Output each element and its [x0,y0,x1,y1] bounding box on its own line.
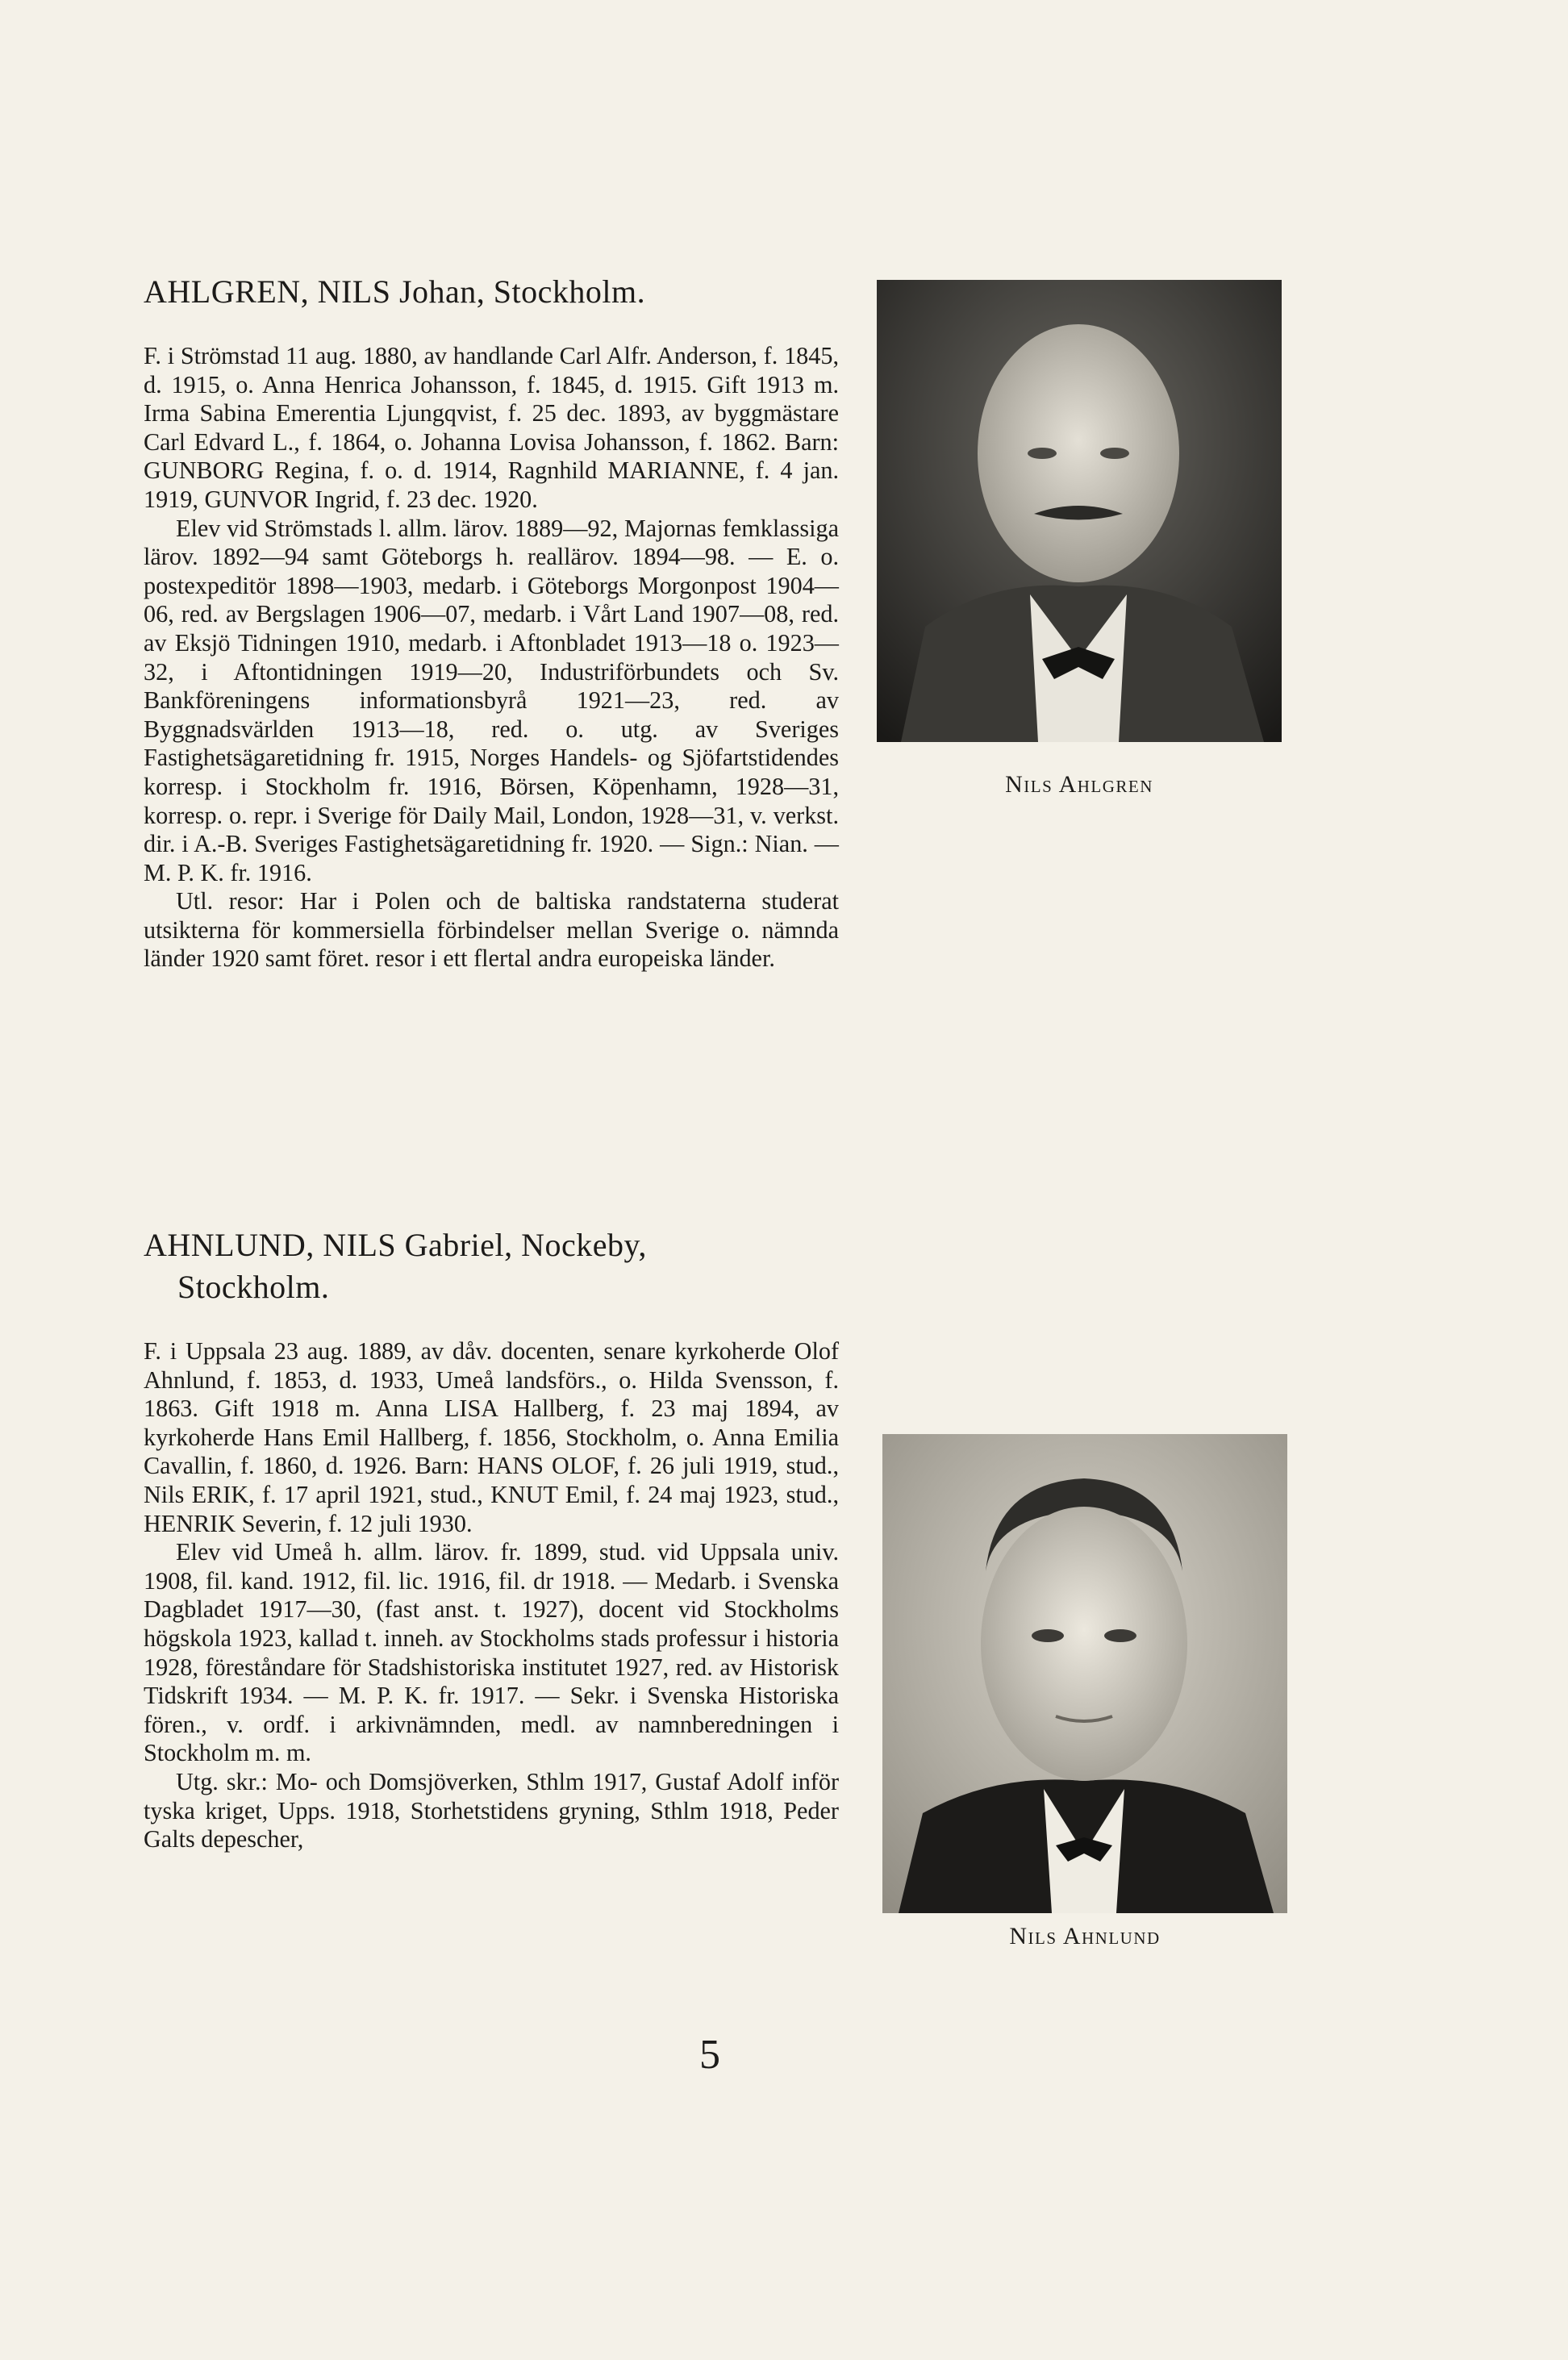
entry-paragraph-birth: F. i Strömstad 11 aug. 1880, av handlande Carl Alfr. Anderson, f. 1845, d. 1915, o. Anna Henrica Johansson, f. 1845, d. 1915. Gift 1913 m. Irma Sabina Emerentia Ljungqvist, f. 25 dec. 1893, av byggmästare Carl Edvard L., f. 1864, o. Johanna Lovisa Johansson, f. 1862. Barn: GUNBORG Regina, f. o. d. 1914, Ragnhild MARIANNE, f. 4 jan. 1919, GUNVOR Ingrid, f. 23 dec. 1920. [144,342,839,513]
entry-heading-line1: AHNLUND, NILS Gabriel, Nockeby, [144,1227,647,1263]
portrait-caption-ahnlund: Nils Ahnlund [1009,1923,1161,1949]
entry-paragraph-travels: Utl. resor: Har i Polen och de baltiska randstaterna studerat utsikterna för kommersiella förbindelser mellan Sverige o. nämnda länder 1920 samt föret. resor i ett flertal andra europeiska länder. [144,887,839,973]
entry-heading-line1: AHLGREN, NILS Johan, Stockholm. [144,273,646,310]
entry-paragraph-works: Utg. skr.: Mo- och Domsjöverken, Sthlm 1917, Gustaf Adolf inför tyska kriget, Upps. 1918, Storhetstidens gryning, Sthlm 1918, Peder Galts depescher, [144,1767,839,1853]
page-number: 5 [699,2032,720,2078]
entry-paragraph-career: Elev vid Umeå h. allm. lärov. fr. 1899, stud. vid Uppsala univ. 1908, fil. kand. 1912, fil. lic. 1916, fil. dr 1918. — Medarb. i Svenska Dagbladet 1917—30, (fast anst. t. 1927), docent vid Stockholms högskola 1923, kallad t. inneh. av Stockholms stads professur i historia 1928, föreståndare för Stadshistoriska institutet 1927, red. av Historisk Tidskrift 1934. — M. P. K. fr. 1917. — Sekr. i Svenska Historiska fören., v. ordf. i arkivnämnden, medl. av namnberedningen i Stockholm m. m. [144,1538,839,1767]
entry-ahnlund [144,1224,839,1854]
entry-heading [144,1224,839,1308]
entry-ahlgren [144,271,839,974]
entry-heading-line2: Stockholm. [177,1269,330,1305]
portrait-caption-ahlgren: Nils Ahlgren [1005,771,1153,798]
entry-paragraph-birth: F. i Uppsala 23 aug. 1889, av dåv. docenten, senare kyrkoherde Olof Ahnlund, f. 1853, d. 1933, Umeå landsförs., o. Hilda Svensson, f. 1863. Gift 1918 m. Anna LISA Hallberg, f. 23 maj 1894, av kyrkoherde Hans Emil Hallberg, f. 1856, Stockholm, o. Anna Emilia Cavallin, f. 1860, d. 1926. Barn: HANS OLOF, f. 26 juli 1919, stud., Nils ERIK, f. 17 april 1921, stud., KNUT Emil, f. 24 maj 1923, stud., HENRIK Severin, f. 12 juli 1930. [144,1337,839,1537]
portrait-photo-ahlgren [877,280,1282,742]
entry-paragraph-career: Elev vid Strömstads l. allm. lärov. 1889—92, Majornas femklassiga lärov. 1892—94 samt Göteborgs h. reallärov. 1894—98. — E. o. postexpeditör 1898—1903, medarb. i Göteborgs Morgonpost 1904—06, red. av Bergslagen 1906—07, medarb. i Vårt Land 1907—08, red. av Eksjö Tidningen 1910, medarb. i Aftonbladet 1913—18 o. 1923—32, i Aftontidningen 1919—20, Industriförbundets och Sv. Bankföreningens informationsbyrå 1921—23, red. av Byggnadsvärlden 1913—18, red. o. utg. av Sveriges Fastighetsägaretidning fr. 1915, Norges Handels- og Sjöfartstidendes korresp. i Stockholm fr. 1916, Börsen, Köpenhamn, 1928—31, korresp. o. repr. i Sverige för Daily Mail, London, 1928—31, v. verkst. dir. i A.-B. Sveriges Fastighetsägaretidning fr. 1920. — Sign.: Nian. — M. P. K. fr. 1916. [144,514,839,886]
portrait-photo-ahnlund [882,1434,1287,1913]
entry-heading [144,271,839,313]
